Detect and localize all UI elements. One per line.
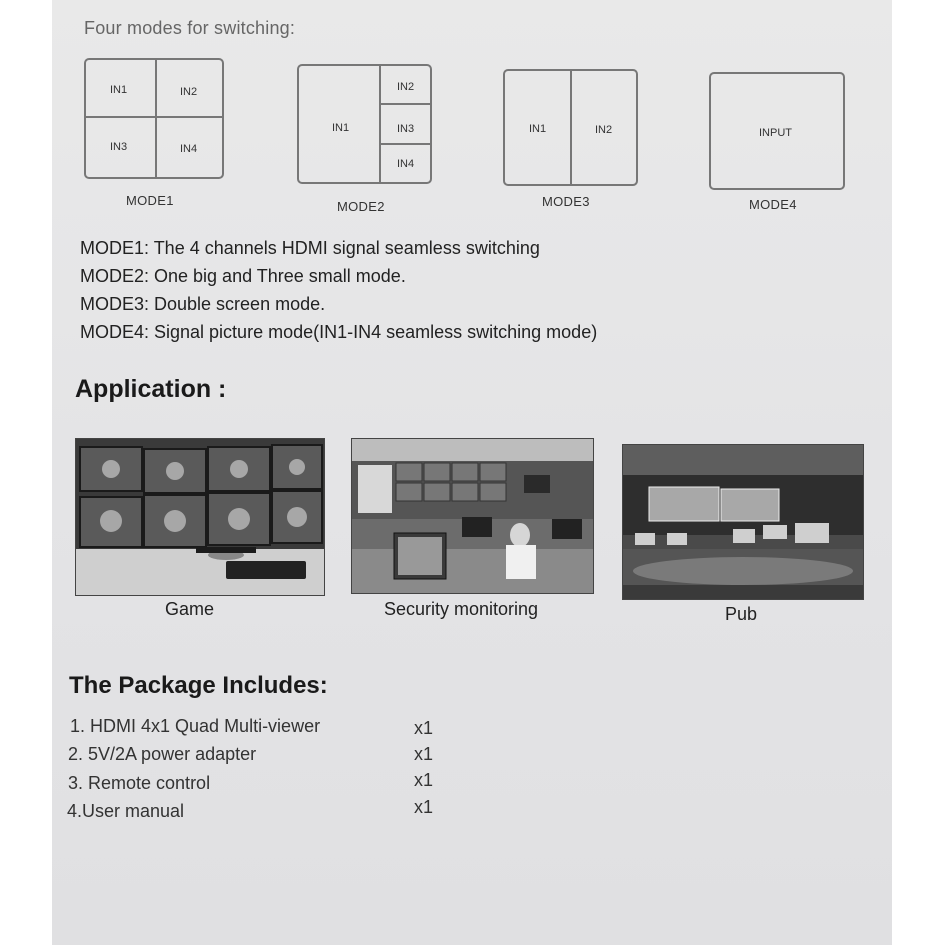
mode1-cell-in4: IN4 (180, 143, 198, 155)
package-item: 1. HDMI 4x1 Quad Multi-viewer (70, 716, 321, 736)
mode2-cell-in1: IN1 (332, 122, 350, 134)
mode1-label: MODE1 (126, 193, 174, 208)
mode2-description: MODE2: One big and Three small mode. (80, 266, 406, 286)
game-caption: Game (165, 599, 215, 619)
mode4-cell-input: INPUT (759, 127, 792, 139)
mode4-description: MODE4: Signal picture mode(IN1-IN4 seamless switching mode) (80, 322, 598, 342)
mode2-cell-in3: IN3 (397, 123, 415, 135)
mode4-label: MODE4 (749, 197, 797, 212)
pub-photo (622, 444, 864, 600)
mode3-diagram (503, 69, 638, 186)
mode2-label: MODE2 (337, 199, 385, 214)
mode1-cell-in3: IN3 (110, 141, 128, 153)
mode1-description: MODE1: The 4 channels HDMI signal seamless switching (80, 238, 540, 258)
mode2-cell-in4: IN4 (397, 158, 415, 170)
mode3-description: MODE3: Double screen mode. (80, 294, 326, 314)
package-item-qty: x1 (414, 770, 434, 790)
mode2-cell-in2: IN2 (397, 81, 415, 93)
package-heading: The Package Includes: (69, 672, 328, 699)
mode1-diagram (84, 58, 224, 179)
package-item-qty: x1 (414, 744, 434, 764)
mode1-cell-in1: IN1 (110, 84, 128, 96)
mode3-cell-in2: IN2 (595, 124, 613, 136)
security-monitoring-caption: Security monitoring (384, 599, 539, 619)
package-item: 3. Remote control (68, 773, 211, 793)
mode3-cell-in1: IN1 (529, 123, 547, 135)
game-photo (75, 438, 325, 596)
modes-intro: Four modes for switching: (84, 18, 296, 38)
pub-caption: Pub (725, 604, 758, 624)
package-item: 4.User manual (67, 801, 185, 821)
mode3-label: MODE3 (542, 194, 590, 209)
application-heading: Application : (75, 375, 227, 403)
package-item-qty: x1 (414, 718, 434, 738)
mode4-diagram (709, 72, 845, 190)
security-monitoring-photo (351, 438, 594, 594)
package-item: 2. 5V/2A power adapter (68, 744, 257, 764)
mode2-diagram (297, 64, 432, 184)
mode1-cell-in2: IN2 (180, 86, 198, 98)
package-item-qty: x1 (414, 797, 434, 817)
